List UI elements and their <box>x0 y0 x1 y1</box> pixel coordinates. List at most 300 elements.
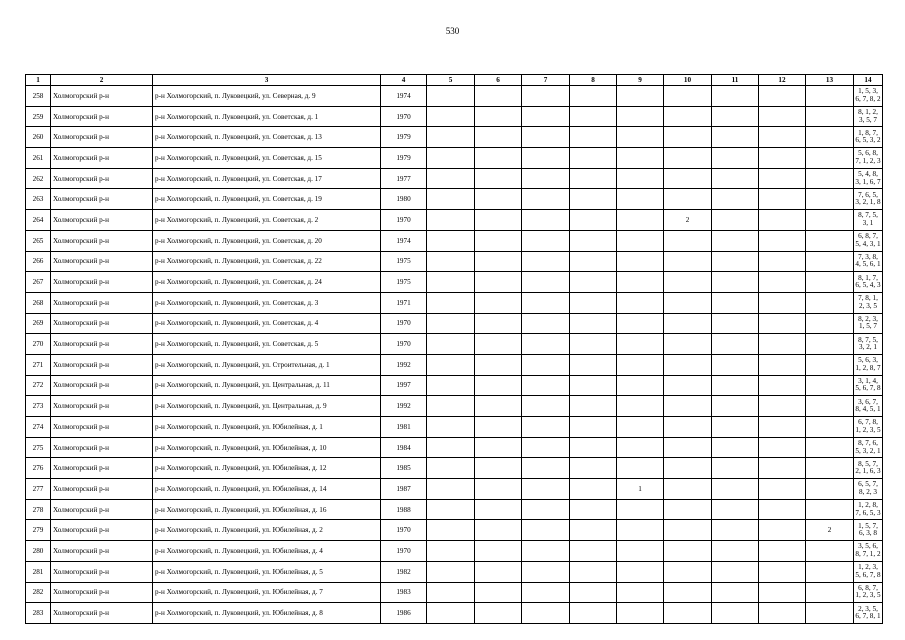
column-header-5: 5 <box>427 75 475 86</box>
col11-cell <box>712 561 759 582</box>
col7-cell <box>522 417 570 438</box>
address-cell: р-н Холмогорский, п. Луковецкий, ул. Юбилейная, д. 1 <box>153 417 381 438</box>
col11-cell <box>712 251 759 272</box>
column-header-8: 8 <box>570 75 617 86</box>
col12-cell <box>759 86 806 107</box>
row-number: 279 <box>26 520 51 541</box>
district-cell: Холмогорский р-н <box>51 86 153 107</box>
address-cell: р-н Холмогорский, п. Луковецкий, ул. Юбилейная, д. 5 <box>153 561 381 582</box>
year-cell: 1975 <box>381 272 427 293</box>
header-row <box>26 75 883 86</box>
col12-cell <box>759 210 806 231</box>
col5-cell <box>427 313 475 334</box>
col13-cell <box>806 561 854 582</box>
col13-cell <box>806 272 854 293</box>
address-cell: р-н Холмогорский, п. Луковецкий, ул. Северная, д. 9 <box>153 86 381 107</box>
district-cell: Холмогорский р-н <box>51 582 153 603</box>
year-cell: 1985 <box>381 458 427 479</box>
col10-cell <box>664 541 712 562</box>
row-number: 268 <box>26 292 51 313</box>
table-row <box>26 437 883 458</box>
year-cell: 1982 <box>381 561 427 582</box>
col14-cell: 8, 1, 2, 3, 5, 7 <box>854 106 883 127</box>
col12-cell <box>759 561 806 582</box>
col6-cell <box>475 86 522 107</box>
col13-cell <box>806 541 854 562</box>
col13-cell <box>806 375 854 396</box>
col7-cell <box>522 479 570 500</box>
table-row <box>26 479 883 500</box>
col8-cell <box>570 272 617 293</box>
row-number: 281 <box>26 561 51 582</box>
col8-cell <box>570 437 617 458</box>
address-cell: р-н Холмогорский, п. Луковецкий, ул. Советская, д. 13 <box>153 127 381 148</box>
col6-cell <box>475 313 522 334</box>
col7-cell <box>522 603 570 624</box>
col8-cell <box>570 189 617 210</box>
col8-cell <box>570 106 617 127</box>
col11-cell <box>712 127 759 148</box>
col14-cell: 6, 8, 7, 1, 2, 3, 5 <box>854 582 883 603</box>
col8-cell <box>570 354 617 375</box>
col13-cell: 2 <box>806 520 854 541</box>
col13-cell <box>806 86 854 107</box>
year-cell: 1992 <box>381 396 427 417</box>
column-header-10: 10 <box>664 75 712 86</box>
col13-cell <box>806 251 854 272</box>
col6-cell <box>475 520 522 541</box>
col10-cell <box>664 582 712 603</box>
col14-cell: 6, 8, 7, 5, 4, 3, 1 <box>854 230 883 251</box>
column-header-12: 12 <box>759 75 806 86</box>
col7-cell <box>522 189 570 210</box>
district-cell: Холмогорский р-н <box>51 499 153 520</box>
year-cell: 1983 <box>381 582 427 603</box>
col9-cell <box>617 272 664 293</box>
district-cell: Холмогорский р-н <box>51 396 153 417</box>
row-number: 274 <box>26 417 51 438</box>
address-cell: р-н Холмогорский, п. Луковецкий, ул. Юбилейная, д. 7 <box>153 582 381 603</box>
district-cell: Холмогорский р-н <box>51 541 153 562</box>
district-cell: Холмогорский р-н <box>51 189 153 210</box>
table-row <box>26 189 883 210</box>
col13-cell <box>806 189 854 210</box>
col14-cell: 3, 1, 4, 5, 6, 7, 8 <box>854 375 883 396</box>
col10-cell <box>664 127 712 148</box>
col14-cell: 2, 3, 5, 6, 7, 8, 1 <box>854 603 883 624</box>
col10-cell <box>664 251 712 272</box>
table-row <box>26 417 883 438</box>
col13-cell <box>806 313 854 334</box>
col5-cell <box>427 417 475 438</box>
col9-cell <box>617 251 664 272</box>
col9-cell: 1 <box>617 479 664 500</box>
address-cell: р-н Холмогорский, п. Луковецкий, ул. Юбилейная, д. 8 <box>153 603 381 624</box>
col10-cell <box>664 86 712 107</box>
col9-cell <box>617 230 664 251</box>
year-cell: 1975 <box>381 251 427 272</box>
col5-cell <box>427 396 475 417</box>
year-cell: 1979 <box>381 127 427 148</box>
col7-cell <box>522 106 570 127</box>
col11-cell <box>712 292 759 313</box>
col14-cell: 7, 6, 5, 3, 2, 1, 8 <box>854 189 883 210</box>
col9-cell <box>617 189 664 210</box>
col12-cell <box>759 334 806 355</box>
col11-cell <box>712 541 759 562</box>
year-cell: 1997 <box>381 375 427 396</box>
district-cell: Холмогорский р-н <box>51 603 153 624</box>
col9-cell <box>617 210 664 231</box>
column-header-14: 14 <box>854 75 883 86</box>
col9-cell <box>617 603 664 624</box>
district-cell: Холмогорский р-н <box>51 354 153 375</box>
col10-cell <box>664 354 712 375</box>
col7-cell <box>522 520 570 541</box>
col8-cell <box>570 86 617 107</box>
col9-cell <box>617 437 664 458</box>
col10-cell <box>664 396 712 417</box>
col12-cell <box>759 189 806 210</box>
district-cell: Холмогорский р-н <box>51 148 153 169</box>
col11-cell <box>712 148 759 169</box>
column-header-11: 11 <box>712 75 759 86</box>
year-cell: 1970 <box>381 520 427 541</box>
col12-cell <box>759 272 806 293</box>
col13-cell <box>806 127 854 148</box>
col7-cell <box>522 168 570 189</box>
col5-cell <box>427 520 475 541</box>
col14-cell: 8, 2, 3, 1, 5, 7 <box>854 313 883 334</box>
table-row <box>26 86 883 107</box>
table-row <box>26 334 883 355</box>
col11-cell <box>712 582 759 603</box>
row-number: 271 <box>26 354 51 375</box>
col14-cell: 6, 7, 8, 1, 2, 3, 5 <box>854 417 883 438</box>
col6-cell <box>475 334 522 355</box>
col12-cell <box>759 251 806 272</box>
col11-cell <box>712 189 759 210</box>
table-row <box>26 396 883 417</box>
col10-cell <box>664 334 712 355</box>
row-number: 282 <box>26 582 51 603</box>
col9-cell <box>617 499 664 520</box>
table-row <box>26 230 883 251</box>
col13-cell <box>806 210 854 231</box>
col9-cell <box>617 396 664 417</box>
col12-cell <box>759 458 806 479</box>
col14-cell: 1, 2, 3, 5, 6, 7, 8 <box>854 561 883 582</box>
col5-cell <box>427 582 475 603</box>
col6-cell <box>475 458 522 479</box>
col8-cell <box>570 458 617 479</box>
year-cell: 1984 <box>381 437 427 458</box>
col8-cell <box>570 396 617 417</box>
year-cell: 1970 <box>381 210 427 231</box>
col7-cell <box>522 354 570 375</box>
address-cell: р-н Холмогорский, п. Луковецкий, ул. Советская, д. 20 <box>153 230 381 251</box>
col10-cell <box>664 437 712 458</box>
col10-cell <box>664 148 712 169</box>
table-row <box>26 375 883 396</box>
col10-cell <box>664 458 712 479</box>
col5-cell <box>427 437 475 458</box>
col13-cell <box>806 437 854 458</box>
col14-cell: 5, 6, 8, 7, 1, 2, 3 <box>854 148 883 169</box>
col7-cell <box>522 499 570 520</box>
col6-cell <box>475 148 522 169</box>
col9-cell <box>617 354 664 375</box>
row-number: 266 <box>26 251 51 272</box>
col12-cell <box>759 148 806 169</box>
col14-cell: 6, 5, 7, 8, 2, 3 <box>854 479 883 500</box>
col6-cell <box>475 479 522 500</box>
year-cell: 1970 <box>381 541 427 562</box>
col7-cell <box>522 230 570 251</box>
col6-cell <box>475 375 522 396</box>
row-number: 262 <box>26 168 51 189</box>
col8-cell <box>570 230 617 251</box>
col9-cell <box>617 417 664 438</box>
col10-cell <box>664 106 712 127</box>
col7-cell <box>522 334 570 355</box>
table-row <box>26 520 883 541</box>
year-cell: 1981 <box>381 417 427 438</box>
col6-cell <box>475 251 522 272</box>
district-cell: Холмогорский р-н <box>51 437 153 458</box>
col14-cell: 8, 7, 6, 5, 3, 2, 1 <box>854 437 883 458</box>
col5-cell <box>427 210 475 231</box>
address-cell: р-н Холмогорский, п. Луковецкий, ул. Юбилейная, д. 4 <box>153 541 381 562</box>
col5-cell <box>427 272 475 293</box>
col8-cell <box>570 582 617 603</box>
col7-cell <box>522 210 570 231</box>
table-row <box>26 603 883 624</box>
col10-cell <box>664 479 712 500</box>
col8-cell <box>570 499 617 520</box>
table-row <box>26 127 883 148</box>
col12-cell <box>759 396 806 417</box>
row-number: 278 <box>26 499 51 520</box>
column-header-9: 9 <box>617 75 664 86</box>
col9-cell <box>617 582 664 603</box>
row-number: 265 <box>26 230 51 251</box>
col13-cell <box>806 603 854 624</box>
col8-cell <box>570 541 617 562</box>
col6-cell <box>475 417 522 438</box>
col13-cell <box>806 479 854 500</box>
district-cell: Холмогорский р-н <box>51 272 153 293</box>
address-cell: р-н Холмогорский, п. Луковецкий, ул. Советская, д. 5 <box>153 334 381 355</box>
address-cell: р-н Холмогорский, п. Луковецкий, ул. Советская, д. 24 <box>153 272 381 293</box>
col13-cell <box>806 334 854 355</box>
table-row <box>26 168 883 189</box>
table-row <box>26 582 883 603</box>
col5-cell <box>427 458 475 479</box>
row-number: 259 <box>26 106 51 127</box>
col12-cell <box>759 437 806 458</box>
column-header-3: 3 <box>153 75 381 86</box>
col7-cell <box>522 541 570 562</box>
row-number: 270 <box>26 334 51 355</box>
col9-cell <box>617 86 664 107</box>
address-cell: р-н Холмогорский, п. Луковецкий, ул. Советская, д. 17 <box>153 168 381 189</box>
col5-cell <box>427 479 475 500</box>
col14-cell: 7, 8, 1, 2, 3, 5 <box>854 292 883 313</box>
col7-cell <box>522 396 570 417</box>
row-number: 267 <box>26 272 51 293</box>
col14-cell: 8, 1, 7, 6, 5, 4, 3 <box>854 272 883 293</box>
col11-cell <box>712 396 759 417</box>
row-number: 264 <box>26 210 51 231</box>
col7-cell <box>522 292 570 313</box>
col5-cell <box>427 86 475 107</box>
col9-cell <box>617 127 664 148</box>
year-cell: 1970 <box>381 313 427 334</box>
col7-cell <box>522 272 570 293</box>
col11-cell <box>712 334 759 355</box>
col11-cell <box>712 437 759 458</box>
column-header-13: 13 <box>806 75 854 86</box>
col6-cell <box>475 292 522 313</box>
col12-cell <box>759 603 806 624</box>
district-cell: Холмогорский р-н <box>51 561 153 582</box>
col11-cell <box>712 106 759 127</box>
col6-cell <box>475 189 522 210</box>
col12-cell <box>759 479 806 500</box>
table-row <box>26 354 883 375</box>
col11-cell <box>712 520 759 541</box>
col8-cell <box>570 520 617 541</box>
col11-cell <box>712 168 759 189</box>
col13-cell <box>806 396 854 417</box>
col12-cell <box>759 541 806 562</box>
col10-cell <box>664 375 712 396</box>
address-cell: р-н Холмогорский, п. Луковецкий, ул. Юбилейная, д. 14 <box>153 479 381 500</box>
district-cell: Холмогорский р-н <box>51 375 153 396</box>
district-cell: Холмогорский р-н <box>51 292 153 313</box>
col7-cell <box>522 458 570 479</box>
col12-cell <box>759 499 806 520</box>
col10-cell: 2 <box>664 210 712 231</box>
column-header-4: 4 <box>381 75 427 86</box>
col8-cell <box>570 210 617 231</box>
col8-cell <box>570 334 617 355</box>
table-row <box>26 458 883 479</box>
address-cell: р-н Холмогорский, п. Луковецкий, ул. Советская, д. 22 <box>153 251 381 272</box>
col5-cell <box>427 230 475 251</box>
col11-cell <box>712 375 759 396</box>
address-cell: р-н Холмогорский, п. Луковецкий, ул. Советская, д. 2 <box>153 210 381 231</box>
col10-cell <box>664 520 712 541</box>
page-number: 530 <box>445 26 460 36</box>
year-cell: 1974 <box>381 230 427 251</box>
col6-cell <box>475 603 522 624</box>
col5-cell <box>427 106 475 127</box>
col14-cell: 5, 6, 3, 1, 2, 8, 7 <box>854 354 883 375</box>
col6-cell <box>475 127 522 148</box>
col6-cell <box>475 582 522 603</box>
col10-cell <box>664 230 712 251</box>
col9-cell <box>617 334 664 355</box>
col12-cell <box>759 127 806 148</box>
col8-cell <box>570 148 617 169</box>
col6-cell <box>475 499 522 520</box>
col5-cell <box>427 127 475 148</box>
col12-cell <box>759 354 806 375</box>
table-row <box>26 499 883 520</box>
district-cell: Холмогорский р-н <box>51 479 153 500</box>
col6-cell <box>475 230 522 251</box>
col5-cell <box>427 354 475 375</box>
col5-cell <box>427 499 475 520</box>
year-cell: 1970 <box>381 334 427 355</box>
address-cell: р-н Холмогорский, п. Луковецкий, ул. Советская, д. 4 <box>153 313 381 334</box>
column-header-1: 1 <box>26 75 51 86</box>
year-cell: 1971 <box>381 292 427 313</box>
year-cell: 1974 <box>381 86 427 107</box>
year-cell: 1986 <box>381 603 427 624</box>
table-row <box>26 541 883 562</box>
col14-cell: 1, 2, 8, 7, 6, 5, 3 <box>854 499 883 520</box>
col7-cell <box>522 375 570 396</box>
row-number: 283 <box>26 603 51 624</box>
col8-cell <box>570 603 617 624</box>
col14-cell: 8, 5, 7, 2, 1, 6, 3 <box>854 458 883 479</box>
col11-cell <box>712 603 759 624</box>
col8-cell <box>570 561 617 582</box>
col5-cell <box>427 541 475 562</box>
col13-cell <box>806 168 854 189</box>
col8-cell <box>570 479 617 500</box>
col5-cell <box>427 561 475 582</box>
col10-cell <box>664 189 712 210</box>
row-number: 258 <box>26 86 51 107</box>
col6-cell <box>475 541 522 562</box>
col9-cell <box>617 520 664 541</box>
col5-cell <box>427 603 475 624</box>
col10-cell <box>664 168 712 189</box>
col9-cell <box>617 168 664 189</box>
col7-cell <box>522 148 570 169</box>
col5-cell <box>427 334 475 355</box>
row-number: 260 <box>26 127 51 148</box>
row-number: 263 <box>26 189 51 210</box>
address-cell: р-н Холмогорский, п. Луковецкий, ул. Центральная, д. 9 <box>153 396 381 417</box>
col14-cell: 8, 7, 5, 3, 2, 1 <box>854 334 883 355</box>
year-cell: 1980 <box>381 189 427 210</box>
district-cell: Холмогорский р-н <box>51 313 153 334</box>
col6-cell <box>475 106 522 127</box>
year-cell: 1988 <box>381 499 427 520</box>
col14-cell: 7, 3, 8, 4, 5, 6, 1 <box>854 251 883 272</box>
col13-cell <box>806 582 854 603</box>
district-cell: Холмогорский р-н <box>51 168 153 189</box>
col12-cell <box>759 230 806 251</box>
district-cell: Холмогорский р-н <box>51 251 153 272</box>
col7-cell <box>522 582 570 603</box>
district-cell: Холмогорский р-н <box>51 417 153 438</box>
col8-cell <box>570 313 617 334</box>
col11-cell <box>712 458 759 479</box>
year-cell: 1992 <box>381 354 427 375</box>
col13-cell <box>806 458 854 479</box>
row-number: 280 <box>26 541 51 562</box>
col12-cell <box>759 292 806 313</box>
col9-cell <box>617 375 664 396</box>
table-row <box>26 561 883 582</box>
col6-cell <box>475 354 522 375</box>
